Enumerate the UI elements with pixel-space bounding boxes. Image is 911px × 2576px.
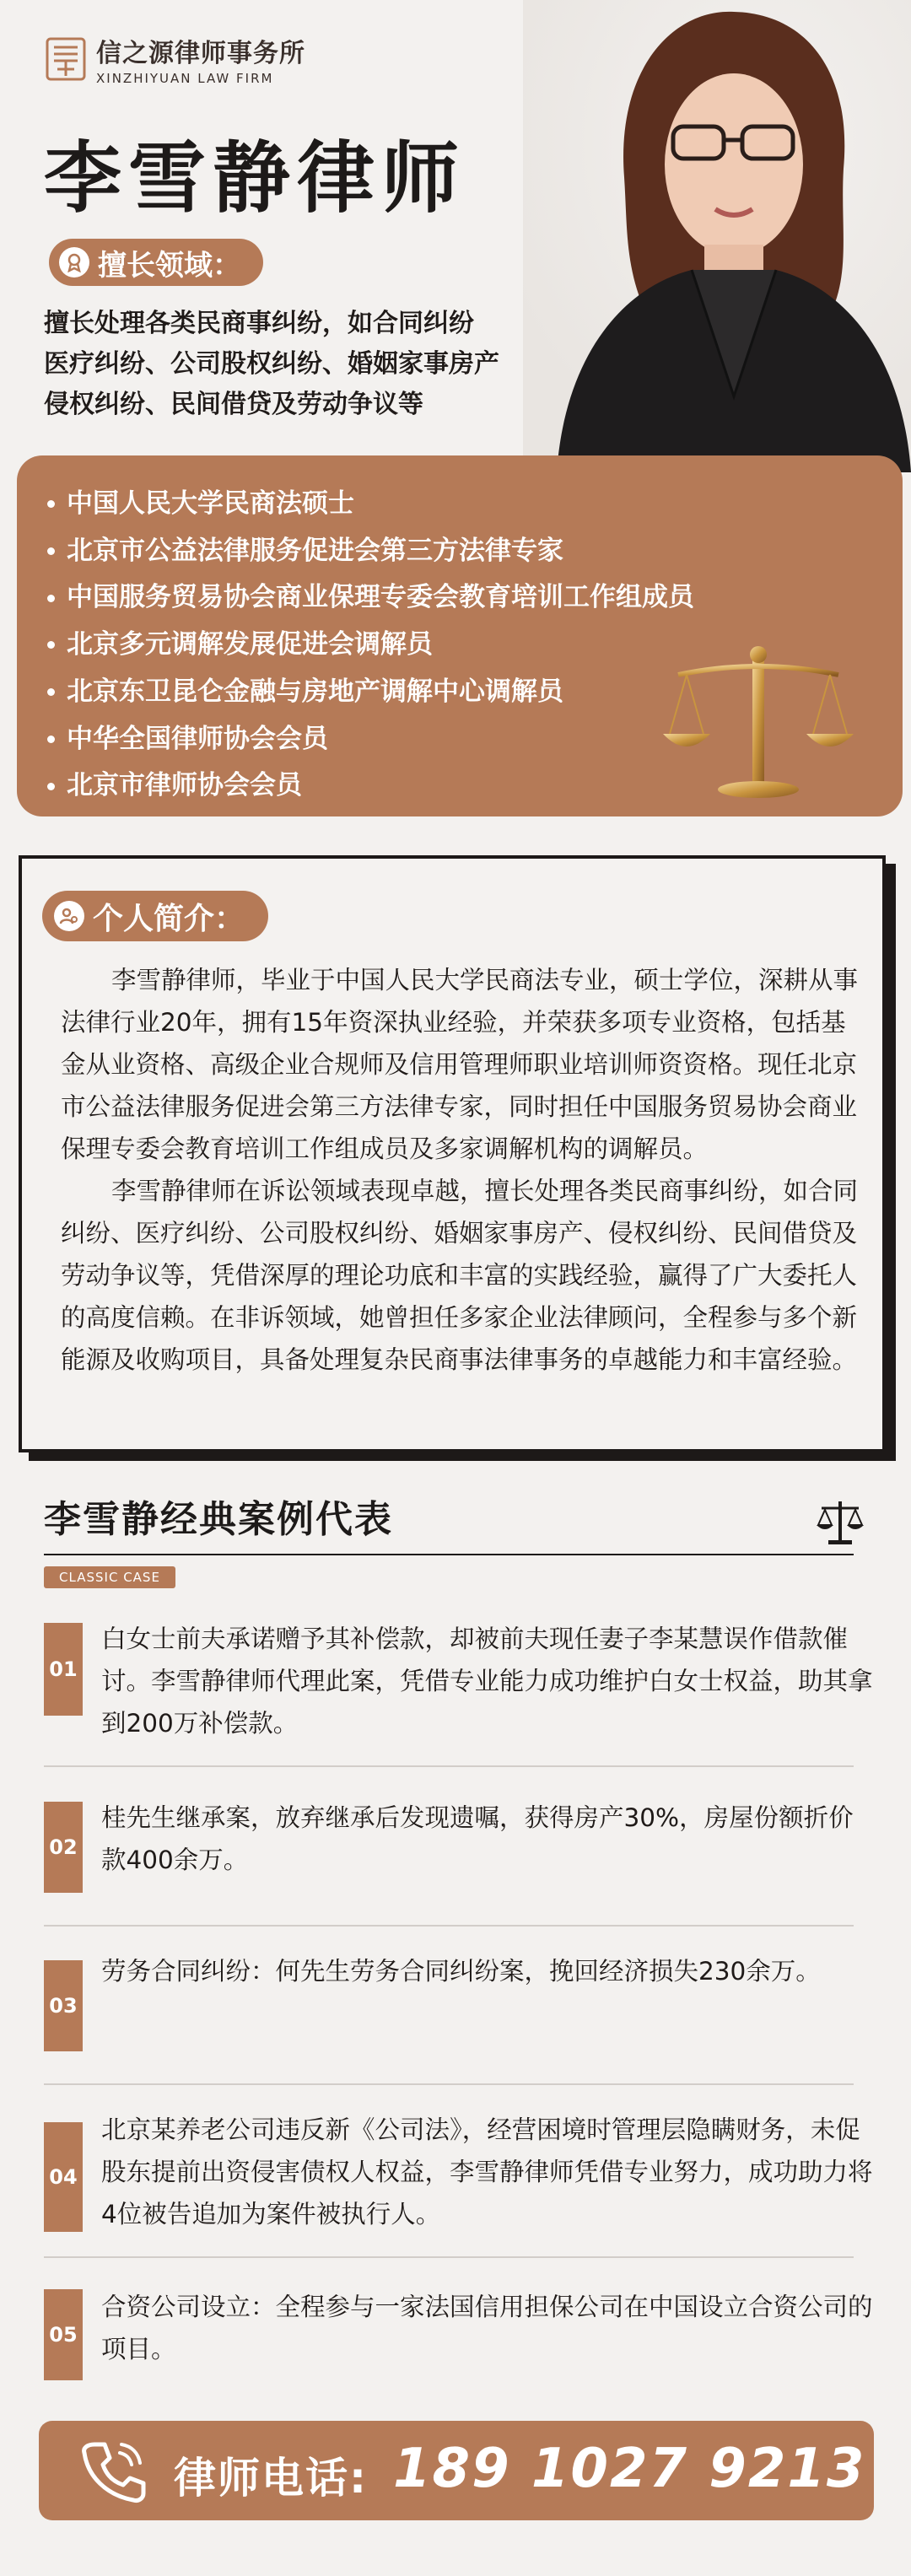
case-number: 04 [44, 2122, 83, 2232]
bullet-icon [47, 783, 55, 790]
case-item [44, 2109, 871, 2244]
firm-name-cn: 信之源律师事务所 [96, 39, 305, 68]
intro-paragraph: 李雪静律师，毕业于中国人民大学民商法专业，硕士学位，深耕从事法律行业20年，拥有15年资深执业经验，并荣获多项专业资格，包括基金从业资格、高级企业合规师及信用管理师职业培训师资资格。现任北京市公益法律服务促进会第三方法律专家，同时担任中国服务贸易协会商业保理专委会教育培训工作组成员及多家调解机构的调解员。 [61, 966, 859, 1163]
credentials-panel [17, 455, 903, 816]
skills-line: 医疗纠纷、公司股权纠纷、婚姻家事房产 [44, 349, 499, 379]
lawyer-portrait [523, 0, 911, 472]
lawyer-title: 李雪静律师 [44, 132, 466, 224]
credential-item [47, 481, 694, 528]
intro-label: 个人简介： [93, 901, 245, 936]
case-text: 桂先生继承案，放弃继承后发现遗嘱，获得房产30%，房屋份额折价款400余万。 [101, 1803, 854, 1874]
case-number: 05 [44, 2289, 83, 2380]
case-item [44, 1950, 871, 2043]
skills-line: 擅长处理各类民商事纠纷，如合同纠纷 [44, 309, 474, 338]
bullet-icon [47, 547, 55, 555]
case-number: 02 [44, 1802, 83, 1893]
credential-item [47, 574, 694, 622]
case-separator [44, 1765, 854, 1767]
case-text: 北京某养老公司违反新《公司法》，经营困境时管理层隐瞒财务，未促股东提前出资侵害债权人权益，李雪静律师凭借专业努力，成功助力将4位被告追加为案件被执行人。 [101, 2115, 873, 2228]
firm-logo [44, 32, 305, 86]
case-item [44, 2286, 871, 2387]
intro-label-pill [42, 891, 268, 941]
scales-of-justice-icon [661, 641, 855, 801]
bullet-icon [47, 500, 55, 508]
phone-label: 律师电话: [174, 2454, 368, 2503]
case-item [44, 1797, 871, 1889]
profile-icon [54, 901, 84, 931]
bullet-icon [47, 688, 55, 696]
case-text: 劳务合同纠纷：何先生劳务合同纠纷案，挽回经济损失230余万。 [101, 1957, 821, 1986]
case-number: 01 [44, 1623, 83, 1716]
credential-text: 北京多元调解发展促进会调解员 [67, 629, 433, 660]
case-separator [44, 1925, 854, 1927]
phone-icon [79, 2439, 147, 2503]
skills-line: 侵权纠纷、民间借贷及劳动争议等 [44, 390, 423, 419]
credential-item [47, 669, 694, 716]
credential-text: 北京市公益法律服务促进会第三方法律专家 [67, 535, 563, 566]
bullet-icon [47, 736, 55, 743]
credentials-list [47, 481, 694, 810]
case-separator [44, 2256, 854, 2258]
skills-description [44, 304, 550, 425]
firm-name-en: XINZHIYUAN LAW FIRM [96, 71, 274, 86]
award-icon [59, 247, 89, 278]
case-number: 03 [44, 1960, 83, 2051]
credential-text: 中国服务贸易协会商业保理专委会教育培训工作组成员 [67, 582, 694, 613]
skills-label: 擅长领域： [98, 248, 241, 283]
intro-paragraph: 李雪静律师在诉讼领域表现卓越，擅长处理各类民商事纠纷，如合同纠纷、医疗纠纷、公司股权纠纷、婚姻家事房产、侵权纠纷、民间借贷及劳动争议等，凭借深厚的理论功底和丰富的实践经验，赢得了广大委托人的高度信赖。在非诉领域，她曾担任多家企业法律顾问，全程参与多个新能源及收购项目，具备处理复杂民商事法律事务的卓越能力和丰富经验。 [61, 1177, 859, 1374]
firm-logo-icon [44, 35, 88, 83]
case-separator [44, 2083, 854, 2085]
bullet-icon [47, 595, 55, 602]
contact-bar[interactable] [39, 2421, 874, 2520]
credential-text: 北京市律师协会会员 [67, 770, 302, 801]
phone-number[interactable]: 189 1027 9213 [393, 2438, 866, 2500]
skills-label-pill [49, 239, 263, 286]
intro-text [61, 959, 871, 1381]
credential-item [47, 622, 694, 669]
case-text: 合资公司设立：全程参与一家法国信用担保公司在中国设立合资公司的项目。 [101, 2293, 873, 2363]
classic-case-tag: CLASSIC CASE [44, 1566, 175, 1588]
credential-item [47, 763, 694, 810]
scales-icon [817, 1496, 864, 1549]
case-item [44, 1618, 871, 1753]
credential-text: 中华全国律师协会会员 [67, 723, 328, 754]
cases-title: 李雪静经典案例代表 [44, 1498, 393, 1541]
cases-divider [44, 1554, 854, 1555]
bullet-icon [47, 641, 55, 649]
case-text: 白女士前夫承诺赠予其补偿款，却被前夫现任妻子李某慧误作借款催讨。李雪静律师代理此案，凭借专业能力成功维护白女士权益，助其拿到200万补偿款。 [101, 1625, 873, 1738]
credential-text: 中国人民大学民商法硕士 [67, 488, 354, 519]
credential-text: 北京东卫昆仑金融与房地产调解中心调解员 [67, 676, 563, 707]
credential-item [47, 716, 694, 763]
credential-item [47, 528, 694, 575]
